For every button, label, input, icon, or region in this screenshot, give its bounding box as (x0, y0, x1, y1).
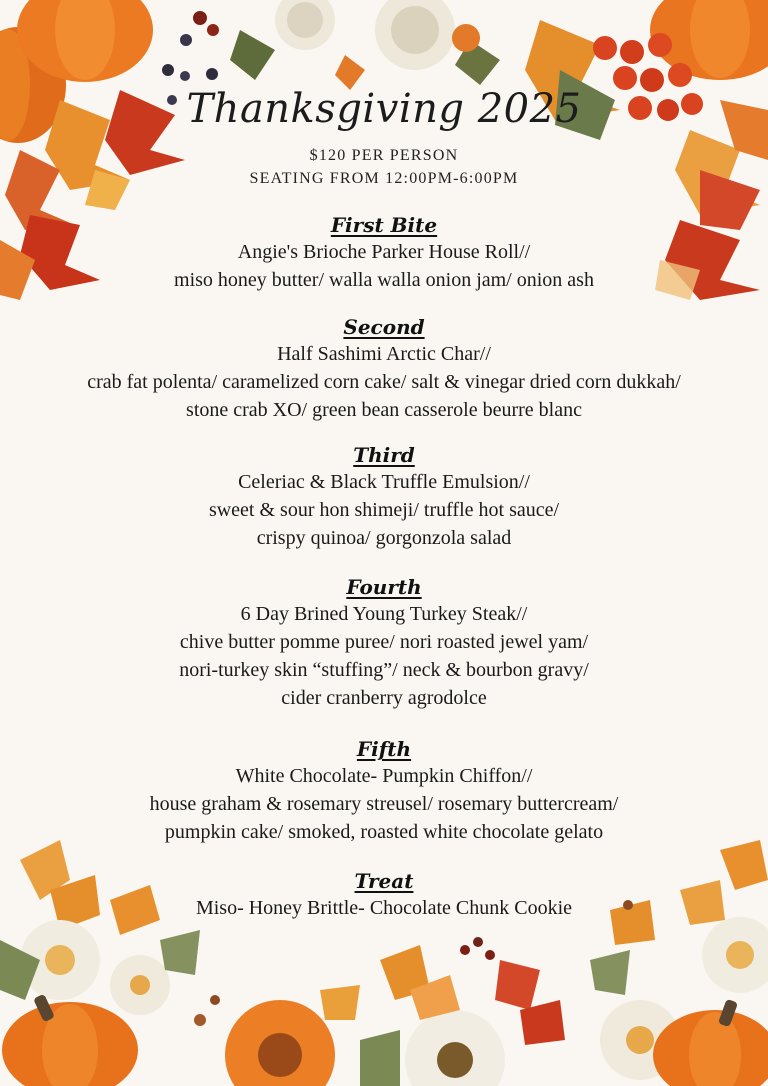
course-fourth (0, 574, 768, 712)
course-line: Miso- Honey Brittle- Chocolate Chunk Cookie (195, 897, 573, 919)
course-line: pumpkin cake/ smoked, roasted white chocolate gelato (164, 821, 604, 843)
course-line: White Chocolate- Pumpkin Chiffon// (235, 765, 533, 787)
course-line: Half Sashimi Arctic Char// (277, 343, 491, 365)
course-line: chive butter pomme puree/ nori roasted jewel yam/ (179, 631, 589, 653)
course-line: Celeriac & Black Truffle Emulsion// (238, 471, 530, 493)
course-first-bite (0, 212, 768, 294)
course-title: Treat (354, 869, 414, 893)
course-title: Fourth (346, 575, 422, 599)
course-line: crispy quinoa/ gorgonzola salad (256, 527, 512, 549)
price-per-person: $120 PER PERSON (309, 147, 459, 164)
course-line: sweet & sour hon shimeji/ truffle hot sauce/ (208, 499, 560, 521)
course-line: cider cranberry agrodolce (281, 687, 487, 709)
seating-hours: SEATING FROM 12:00PM-6:00PM (249, 170, 519, 187)
course-second (0, 314, 768, 424)
course-line: miso honey butter/ walla walla onion jam/ onion ash (174, 269, 594, 291)
course-third (0, 442, 768, 552)
course-line: 6 Day Brined Young Turkey Steak// (240, 603, 528, 625)
course-title: Second (343, 315, 425, 339)
course-title: First Bite (330, 213, 438, 237)
top-center-flowers (230, 0, 500, 90)
course-line: crab fat polenta/ caramelized corn cake/ salt & vinegar dried corn dukkah/ (87, 371, 681, 393)
bottom-center-flowers (225, 937, 565, 1086)
course-line: stone crab XO/ green bean casserole beurre blanc (186, 399, 582, 421)
course-title: Fifth (356, 737, 412, 761)
course-line: nori-turkey skin “stuffing”/ neck & bourbon gravy/ (179, 659, 589, 681)
course-title: Third (353, 443, 415, 467)
course-line: Angie's Brioche Parker House Roll// (237, 241, 531, 263)
course-line: house graham & rosemary streusel/ rosemary buttercream/ (149, 793, 619, 815)
menu-title: Thanksgiving 2025 (186, 86, 582, 132)
course-fifth (0, 736, 768, 846)
course-treat (0, 868, 768, 922)
